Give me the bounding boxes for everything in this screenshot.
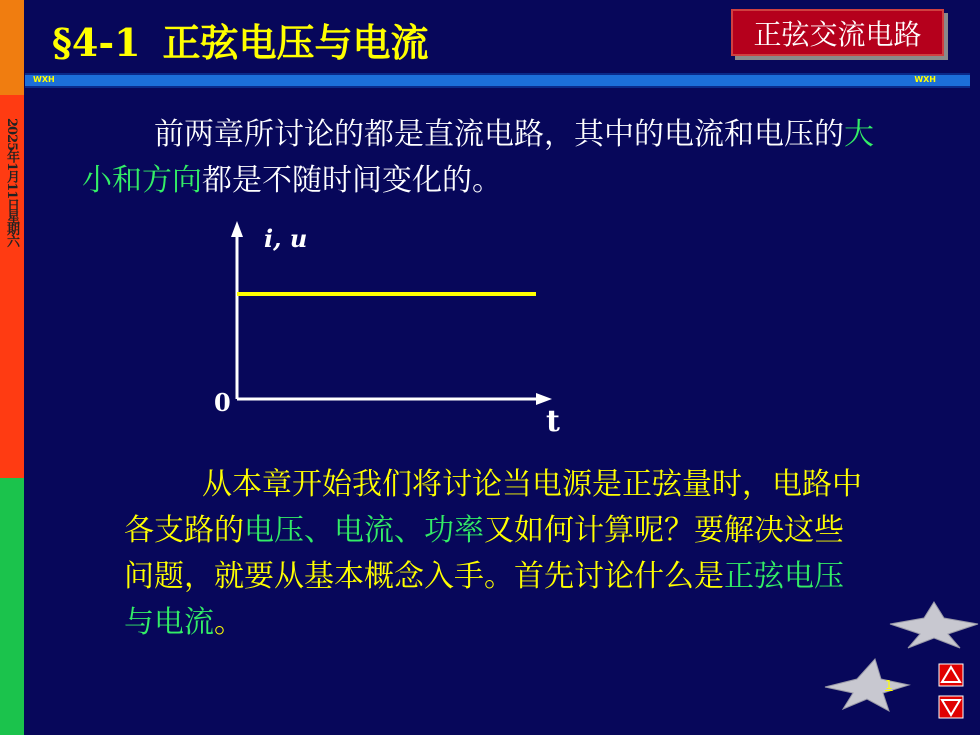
side-bar-orange	[0, 0, 24, 95]
x-axis-label: t	[546, 404, 560, 439]
side-bar-green	[0, 478, 24, 735]
rule-right-label: WXH	[914, 75, 936, 84]
main-text-a: 从本章开始我们将讨论当电源是正弦量时，电路中各支路的	[124, 467, 862, 548]
star-icon[interactable]	[823, 657, 911, 713]
main-paragraph	[124, 462, 864, 646]
intro-paragraph	[82, 112, 902, 204]
side-bar	[0, 0, 24, 735]
main-highlight-1: 电压、电流、功率	[244, 513, 484, 548]
page-number[interactable]: 1	[885, 678, 893, 692]
main-text-c: 。	[214, 605, 244, 640]
page-title	[52, 12, 429, 67]
rule-left-label: WXH	[33, 75, 55, 84]
intro-text-a: 前两章所讨论的都是直流电路，其中的电流和电压的	[154, 117, 844, 152]
intro-text-b: 都是不随时间变化的。	[202, 163, 502, 198]
arrow-down-icon[interactable]	[938, 695, 964, 719]
title-text: 正弦电压与电流	[162, 20, 429, 65]
y-axis-label: i, u	[264, 224, 308, 253]
chapter-tag[interactable]: 正弦交流电路	[731, 9, 944, 56]
side-date: 2025年1月11日星期六	[4, 118, 19, 247]
star-icon[interactable]	[888, 600, 980, 650]
arrow-up-icon[interactable]	[938, 663, 964, 687]
header-rule	[25, 73, 970, 88]
intro-highlight: 大小和方向	[82, 117, 874, 198]
section-number: §4-1	[52, 20, 141, 65]
main-text-b: 又如何计算呢？要解决这些问题，就要从基本概念入手。首先讨论什么是	[124, 513, 844, 594]
y-axis-arrow	[231, 221, 243, 237]
origin-label: 0	[214, 388, 231, 417]
main-highlight-2: 正弦电压与电流	[124, 559, 844, 640]
dc-graph	[200, 215, 580, 445]
